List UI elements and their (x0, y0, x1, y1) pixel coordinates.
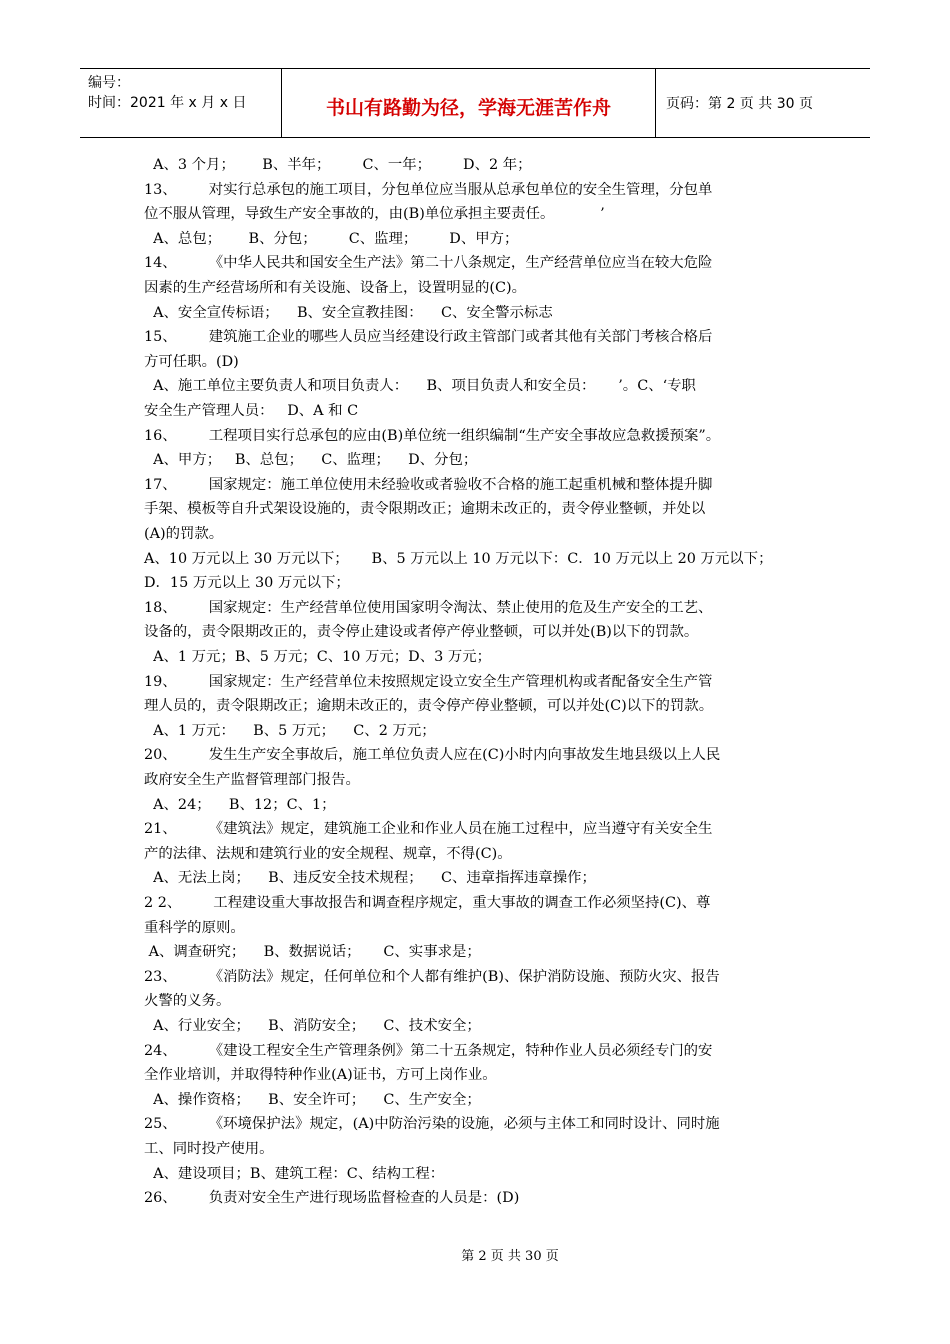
text-line: 20、 发生生产安全事故后，施工单位负责人应在(C)小时内向事故发生地县级以上人民 (144, 747, 721, 764)
page-header (80, 68, 870, 138)
header-meta (80, 69, 282, 137)
header-number: 编号： (88, 75, 130, 91)
text-line: 全作业培训，并取得特种作业(A)证书，方可上岗作业。 (144, 1067, 497, 1084)
text-line: A、总包； B、分包； C、监理； D、甲方； (144, 230, 519, 247)
text-line: 工、同时投产使用。 (144, 1141, 274, 1157)
text-line: A、24； B、12；C、1； (144, 796, 336, 813)
header-motto: 书山有路勤为径，学海无涯苦作舟 (282, 69, 656, 137)
text-line: 25、 《环境保护法》规定，(A)中防治污染的设施，必须与主体工和同时设计、同时施 (144, 1116, 720, 1133)
text-line: 火警的义务。 (144, 993, 231, 1010)
text-line: 产的法律、法规和建筑行业的安全规程、规章，不得(C)。 (144, 845, 512, 862)
text-line: 手架、模板等自升式架设设施的，责令限期改正；逾期未改正的，责令停业整顿，并处以 (144, 501, 706, 518)
text-line: 设备的，责令限期改正的，责令停止建设或者停产停业整顿，可以并处(B)以下的罚款。 (144, 624, 699, 641)
text-line: 方可任职。(D) (144, 353, 239, 370)
text-line: 17、 国家规定：施工单位使用未经验收或者验收不合格的施工起重机械和整体提升脚 (144, 476, 713, 493)
text-line: A、3 个月； B、半年； C、一年； D、2 年； (144, 157, 532, 173)
text-line: 15、 建筑施工企业的哪些人员应当经建设行政主管部门或者其他有关部门考核合格后 (144, 329, 713, 346)
text-line: A、1 万元： B、5 万元； C、2 万元； (144, 722, 436, 739)
text-line: 26、 负责对安全生产进行现场监督检查的人员是：(D) (144, 1190, 520, 1207)
text-line: 13、 对实行总承包的施工项目，分包单位应当服从总承包单位的安全生管理，分包单 (144, 181, 713, 198)
text-line: 18、 国家规定：生产经营单位使用国家明令淘汰、禁止使用的危及生产安全的工艺、 (144, 599, 713, 616)
text-line: A、无法上岗； B、违反安全技术规程； C、违章指挥违章操作； (144, 870, 596, 887)
text-line: A、行业安全； B、消防安全； C、技术安全； (144, 1018, 481, 1034)
text-line: 理人员的，责令限期改正；逾期未改正的，责令停产停业整顿，可以并处(C)以下的罚款。 (144, 698, 714, 715)
text-line: 重科学的原则。 (144, 919, 245, 936)
text-line: 位不服从管理，导致生产安全事故的，由(B)单位承担主要责任。 ’ (144, 206, 605, 223)
text-line: 16、 工程项目实行总承包的应由(B)单位统一组织编制“生产安全事故应急救援预案”。 (144, 427, 721, 444)
text-line: A、甲方； B、总包； C、监理； D、分包； (144, 452, 478, 469)
text-line: 21、 《建筑法》规定，建筑施工企业和作业人员在施工过程中，应当遵守有关安全生 (144, 821, 713, 838)
text-line: 安全生产管理人员： D、A 和 C (144, 403, 359, 419)
text-line: 23、 《消防法》规定，任何单位和个人都有维护(B)、保护消防设施、预防火灾、报告 (144, 968, 720, 985)
header-date: 时间：2021 年 x 月 x 日 (88, 95, 247, 111)
text-line: 24、 《建设工程安全生产管理条例》第二十五条规定，特种作业人员必须经专门的安 (144, 1042, 713, 1059)
text-line: D．15 万元以上 30 万元以下； (144, 575, 350, 592)
text-line: A、10 万元以上 30 万元以下； B、5 万元以上 10 万元以下：C．10 万元以上 20 万元以下； (144, 550, 773, 567)
text-line: A、安全宣传标语； B、安全宣教挂图： C、安全警示标志 (144, 304, 553, 321)
text-line: 因素的生产经营场所和有关设施、设备上，设置明显的(C)。 (144, 280, 527, 296)
header-page-number: 页码：第 2 页 共 30 页 (666, 96, 813, 112)
text-line: 政府安全生产监督管理部门报告。 (144, 772, 360, 788)
text-line: A、建设项目；B、建筑工程：C、结构工程： (144, 1165, 445, 1182)
text-line: 2 2、 工程建设重大事故报告和调查程序规定，重大事故的调查工作必须坚持(C)、尊 (144, 895, 711, 911)
text-line: (A)的罚款。 (144, 526, 224, 542)
text-line: A、施工单位主要负责人和项目负责人： B、项目负责人和安全员： ’。C、‘专职 (144, 378, 696, 395)
page-footer: 第 2 页 共 30 页 (461, 1249, 559, 1264)
text-line: A、操作资格； B、安全许可； C、生产安全； (144, 1091, 481, 1108)
text-line: A、1 万元；B、5 万元；C、10 万元；D、3 万元； (144, 649, 491, 665)
text-line: A、调查研究； B、数据说话； C、实事求是； (144, 944, 481, 961)
text-line: 14、 《中华人民共和国安全生产法》第二十八条规定，生产经营单位应当在较大危险 (144, 255, 713, 272)
text-line: 19、 国家规定：生产经营单位未按照规定设立安全生产管理机构或者配备安全生产管 (144, 673, 713, 690)
